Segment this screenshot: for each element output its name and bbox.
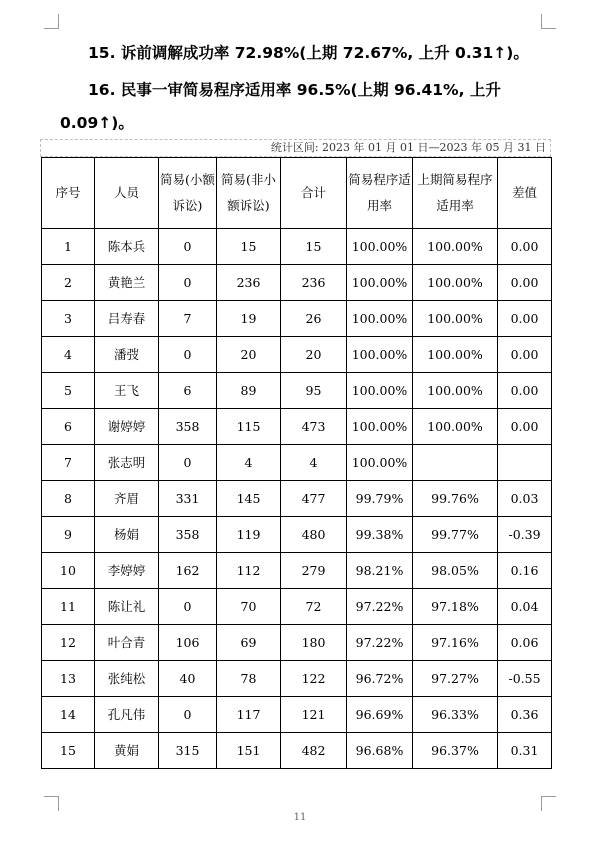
cell-diff: 0.00 (498, 409, 552, 445)
cell-rate: 100.00% (347, 265, 413, 301)
stat-range: 统计区间: 2023 年 01 月 01 日—2023 年 05 月 31 日 (40, 139, 551, 157)
cell-total: 26 (281, 301, 347, 337)
cell-diff: 0.03 (498, 481, 552, 517)
cell-name: 叶合青 (95, 625, 159, 661)
cell-no: 4 (42, 337, 95, 373)
cell-simple-small: 0 (159, 229, 217, 265)
cell-total: 482 (281, 733, 347, 769)
cell-simple-small: 0 (159, 265, 217, 301)
cell-simple-nonsmall: 236 (217, 265, 281, 301)
cell-simple-nonsmall: 151 (217, 733, 281, 769)
cell-no: 5 (42, 373, 95, 409)
cell-diff (498, 445, 552, 481)
cell-prev-rate: 99.77% (413, 517, 498, 553)
cell-name: 孔凡伟 (95, 697, 159, 733)
table-row (42, 661, 552, 697)
cell-rate: 99.79% (347, 481, 413, 517)
cell-simple-nonsmall: 70 (217, 589, 281, 625)
cell-rate: 96.69% (347, 697, 413, 733)
cell-rate: 96.68% (347, 733, 413, 769)
header-name: 人员 (95, 158, 159, 229)
cell-prev-rate: 100.00% (413, 337, 498, 373)
cell-no: 14 (42, 697, 95, 733)
header-simple-nonsmall: 简易(非小额诉讼) (217, 158, 281, 229)
table-row (42, 733, 552, 769)
cell-prev-rate: 96.37% (413, 733, 498, 769)
cell-total: 95 (281, 373, 347, 409)
crop-mark-top-left (44, 14, 59, 29)
cell-total: 72 (281, 589, 347, 625)
cell-prev-rate: 97.18% (413, 589, 498, 625)
cell-name: 黄艳兰 (95, 265, 159, 301)
cell-rate: 100.00% (347, 409, 413, 445)
cell-simple-nonsmall: 119 (217, 517, 281, 553)
table-row (42, 481, 552, 517)
cell-rate: 98.21% (347, 553, 413, 589)
cell-simple-small: 7 (159, 301, 217, 337)
cell-prev-rate: 100.00% (413, 409, 498, 445)
paragraph-15: 15. 诉前调解成功率 72.98%(上期 72.67%, 上升 0.31↑)。 (88, 44, 529, 62)
cell-rate: 100.00% (347, 373, 413, 409)
cell-total: 121 (281, 697, 347, 733)
table-row (42, 301, 552, 337)
cell-name: 张志明 (95, 445, 159, 481)
cell-simple-small: 162 (159, 553, 217, 589)
cell-prev-rate: 100.00% (413, 373, 498, 409)
cell-simple-small: 0 (159, 445, 217, 481)
cell-total: 279 (281, 553, 347, 589)
cell-simple-small: 315 (159, 733, 217, 769)
cell-no: 8 (42, 481, 95, 517)
cell-simple-small: 106 (159, 625, 217, 661)
crop-mark-bottom-right (541, 796, 556, 811)
cell-simple-small: 0 (159, 589, 217, 625)
cell-rate: 99.38% (347, 517, 413, 553)
cell-no: 9 (42, 517, 95, 553)
stats-table (41, 157, 552, 769)
cell-diff: 0.04 (498, 589, 552, 625)
cell-total: 4 (281, 445, 347, 481)
cell-prev-rate: 97.16% (413, 625, 498, 661)
cell-diff: 0.16 (498, 553, 552, 589)
cell-prev-rate: 100.00% (413, 265, 498, 301)
cell-diff: 0.00 (498, 301, 552, 337)
table-row (42, 409, 552, 445)
cell-total: 180 (281, 625, 347, 661)
cell-name: 黄娟 (95, 733, 159, 769)
table-row (42, 589, 552, 625)
cell-name: 潘弢 (95, 337, 159, 373)
paragraph-16-line-2: 0.09↑)。 (60, 114, 134, 132)
cell-total: 236 (281, 265, 347, 301)
cell-diff: 0.36 (498, 697, 552, 733)
cell-no: 2 (42, 265, 95, 301)
cell-diff: 0.31 (498, 733, 552, 769)
cell-name: 杨娟 (95, 517, 159, 553)
cell-simple-small: 331 (159, 481, 217, 517)
cell-diff: 0.06 (498, 625, 552, 661)
cell-rate: 100.00% (347, 445, 413, 481)
cell-no: 3 (42, 301, 95, 337)
cell-simple-small: 358 (159, 409, 217, 445)
paragraph-16-line-1: 16. 民事一审简易程序适用率 96.5%(上期 96.41%, 上升 (88, 81, 501, 99)
cell-simple-nonsmall: 20 (217, 337, 281, 373)
table-row (42, 265, 552, 301)
cell-total: 473 (281, 409, 347, 445)
cell-no: 6 (42, 409, 95, 445)
cell-prev-rate: 98.05% (413, 553, 498, 589)
cell-prev-rate: 97.27% (413, 661, 498, 697)
cell-name: 吕寿春 (95, 301, 159, 337)
cell-simple-small: 0 (159, 697, 217, 733)
cell-name: 齐眉 (95, 481, 159, 517)
table-row (42, 373, 552, 409)
cell-simple-nonsmall: 19 (217, 301, 281, 337)
page-number: 11 (293, 812, 307, 823)
cell-no: 7 (42, 445, 95, 481)
cell-total: 480 (281, 517, 347, 553)
cell-prev-rate: 99.76% (413, 481, 498, 517)
cell-simple-nonsmall: 78 (217, 661, 281, 697)
cell-simple-small: 6 (159, 373, 217, 409)
cell-rate: 100.00% (347, 337, 413, 373)
cell-simple-nonsmall: 89 (217, 373, 281, 409)
header-no: 序号 (42, 158, 95, 229)
cell-name: 陈让礼 (95, 589, 159, 625)
cell-no: 15 (42, 733, 95, 769)
cell-prev-rate: 96.33% (413, 697, 498, 733)
cell-rate: 97.22% (347, 625, 413, 661)
cell-name: 谢婷婷 (95, 409, 159, 445)
cell-name: 陈本兵 (95, 229, 159, 265)
cell-diff: 0.00 (498, 337, 552, 373)
crop-mark-bottom-left (44, 796, 59, 811)
cell-name: 张纯松 (95, 661, 159, 697)
cell-total: 15 (281, 229, 347, 265)
table-row (42, 697, 552, 733)
header-diff: 差值 (498, 158, 552, 229)
table-header-row (42, 158, 552, 229)
cell-simple-nonsmall: 4 (217, 445, 281, 481)
table-row (42, 229, 552, 265)
cell-diff: -0.39 (498, 517, 552, 553)
cell-name: 李婷婷 (95, 553, 159, 589)
header-rate: 简易程序适用率 (347, 158, 413, 229)
cell-simple-small: 358 (159, 517, 217, 553)
cell-no: 1 (42, 229, 95, 265)
cell-simple-nonsmall: 15 (217, 229, 281, 265)
table-row (42, 625, 552, 661)
cell-total: 20 (281, 337, 347, 373)
cell-prev-rate: 100.00% (413, 301, 498, 337)
cell-name: 王飞 (95, 373, 159, 409)
cell-prev-rate: 100.00% (413, 229, 498, 265)
cell-rate: 96.72% (347, 661, 413, 697)
table-row (42, 445, 552, 481)
cell-prev-rate (413, 445, 498, 481)
cell-simple-nonsmall: 69 (217, 625, 281, 661)
cell-diff: 0.00 (498, 373, 552, 409)
cell-total: 477 (281, 481, 347, 517)
table-row (42, 517, 552, 553)
cell-simple-nonsmall: 115 (217, 409, 281, 445)
crop-mark-top-right (541, 14, 556, 29)
cell-rate: 100.00% (347, 301, 413, 337)
cell-no: 10 (42, 553, 95, 589)
cell-rate: 100.00% (347, 229, 413, 265)
cell-total: 122 (281, 661, 347, 697)
cell-diff: 0.00 (498, 229, 552, 265)
cell-simple-nonsmall: 145 (217, 481, 281, 517)
cell-diff: 0.00 (498, 265, 552, 301)
cell-no: 11 (42, 589, 95, 625)
cell-no: 13 (42, 661, 95, 697)
header-total: 合计 (281, 158, 347, 229)
cell-diff: -0.55 (498, 661, 552, 697)
header-prev-rate: 上期简易程序适用率 (413, 158, 498, 229)
cell-no: 12 (42, 625, 95, 661)
cell-simple-nonsmall: 117 (217, 697, 281, 733)
cell-simple-nonsmall: 112 (217, 553, 281, 589)
cell-simple-small: 40 (159, 661, 217, 697)
cell-simple-small: 0 (159, 337, 217, 373)
cell-rate: 97.22% (347, 589, 413, 625)
header-simple-small: 简易(小额诉讼) (159, 158, 217, 229)
table-row (42, 337, 552, 373)
table-row (42, 553, 552, 589)
